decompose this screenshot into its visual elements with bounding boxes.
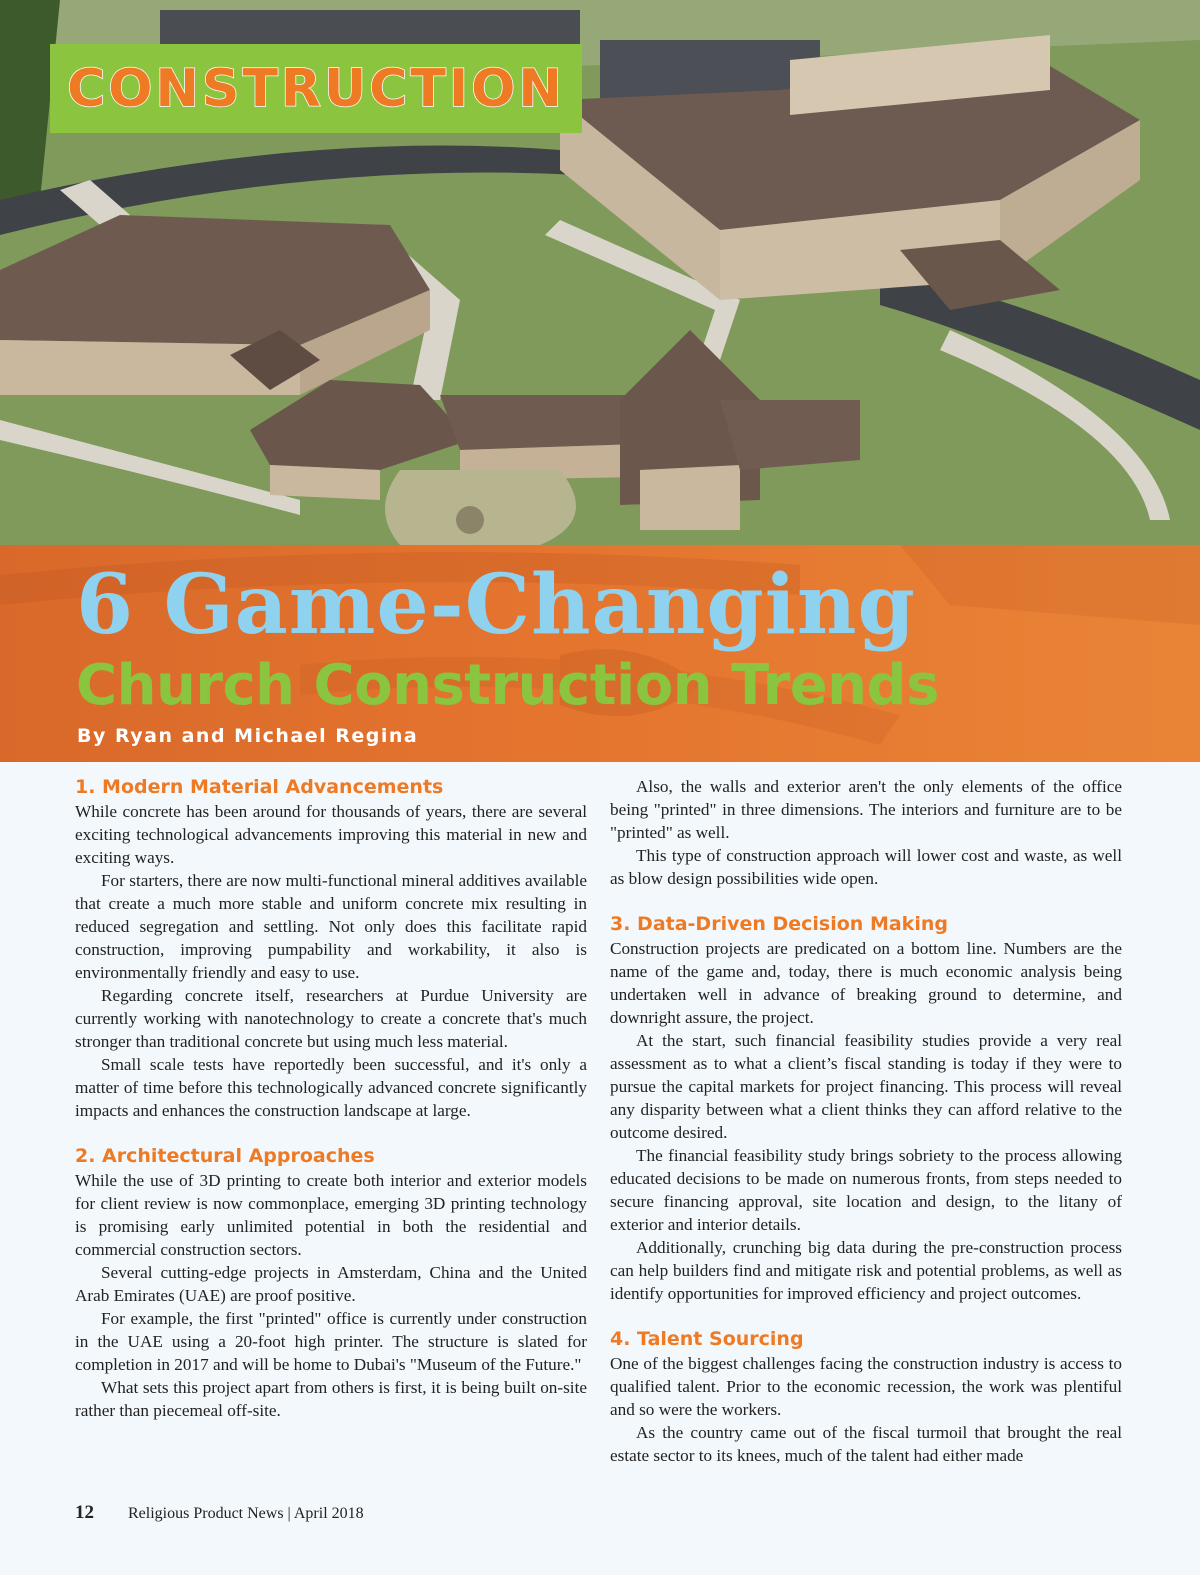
section-heading-3: 3. Data-Driven Decision Making [610, 913, 948, 935]
section-heading-1: 1. Modern Material Advancements [75, 776, 444, 798]
paragraph: Also, the walls and exterior aren't the only elements of the office being "printed" in three dimensions. The interiors and furniture are to be "printed" as well. [610, 777, 1122, 842]
paragraph: Small scale tests have reportedly been successful, and it's only a matter of time before this technologically advanced concrete significantly impacts and enhances the construction landscape at large. [75, 1055, 587, 1120]
section-tag [50, 44, 582, 133]
publication-info: Religious Product News | April 2018 [128, 1505, 364, 1522]
title-banner [0, 545, 1200, 762]
page-footer [75, 1502, 364, 1524]
paragraph: Construction projects are predicated on a bottom line. Numbers are the name of the game and, today, there is much economic analysis being undertaken well in advance of breaking ground to determine, and downright assure, the project. [610, 939, 1122, 1027]
paragraph: While the use of 3D printing to create both interior and exterior models for client review is now commonplace, emerging 3D printing technology is promising early unlimited potential in both the residential and commercial construction sectors. [75, 1171, 587, 1259]
article-column-left [75, 775, 587, 1422]
paragraph: While concrete has been around for thousands of years, there are several exciting technological advancements improving this material in new and exciting ways. [75, 802, 587, 867]
paragraph: As the country came out of the fiscal turmoil that brought the real estate sector to its knees, much of the talent had either made [610, 1423, 1122, 1465]
paragraph: The financial feasibility study brings sobriety to the process allowing educated decisions to be made on numerous fronts, from steps needed to secure financing approval, site location and design, to the litany of exterior and interior details. [610, 1146, 1122, 1234]
byline: By Ryan and Michael Regina [77, 725, 419, 747]
paragraph: For example, the first "printed" office is currently under construction in the UAE using a 20-foot high printer. The structure is slated for completion in 2017 and will be home to Dubai's "Museum of the Future." [75, 1309, 587, 1374]
title-line-2: Church Construction Trends [76, 653, 939, 718]
paragraph: Several cutting-edge projects in Amsterdam, China and the United Arab Emirates (UAE) are proof positive. [75, 1263, 587, 1305]
page-number: 12 [75, 1502, 94, 1523]
paragraph: For starters, there are now multi-functional mineral additives available that create a much more stable and uniform concrete mix resulting in reduced segregation and settling. Not only does this facilitate rapid construction, improving pumpability and workability, it also is environmentally friendly and easy to use. [75, 871, 587, 982]
title-line-1: 6 Game-Changing [76, 557, 916, 653]
paragraph: One of the biggest challenges facing the construction industry is access to qualified talent. Prior to the economic recession, the work was plentiful and so were the workers. [610, 1354, 1122, 1419]
paragraph: This type of construction approach will lower cost and waste, as well as blow design possibilities wide open. [610, 846, 1122, 888]
paragraph: Additionally, crunching big data during the pre-construction process can help builders find and mitigate risk and potential problems, as well as identify opportunities for improved efficiency and project outcomes. [610, 1238, 1122, 1303]
section-tag-label: CONSTRUCTION [67, 58, 565, 119]
article-column-right [610, 775, 1122, 1467]
section-heading-4: 4. Talent Sourcing [610, 1328, 804, 1350]
paragraph: At the start, such financial feasibility studies provide a very real assessment as to what a client’s fiscal standing is today if they were to pursue the capital markets for project financing. This process will reveal any disparity between what a client thinks they can afford relative to the outcome desired. [610, 1031, 1122, 1142]
section-heading-2: 2. Architectural Approaches [75, 1145, 375, 1167]
paragraph: What sets this project apart from others is first, it is being built on-site rather than piecemeal off-site. [75, 1378, 587, 1420]
paragraph: Regarding concrete itself, researchers at Purdue University are currently working with nanotechnology to create a concrete that's much stronger than traditional concrete but using much less material. [75, 986, 587, 1051]
